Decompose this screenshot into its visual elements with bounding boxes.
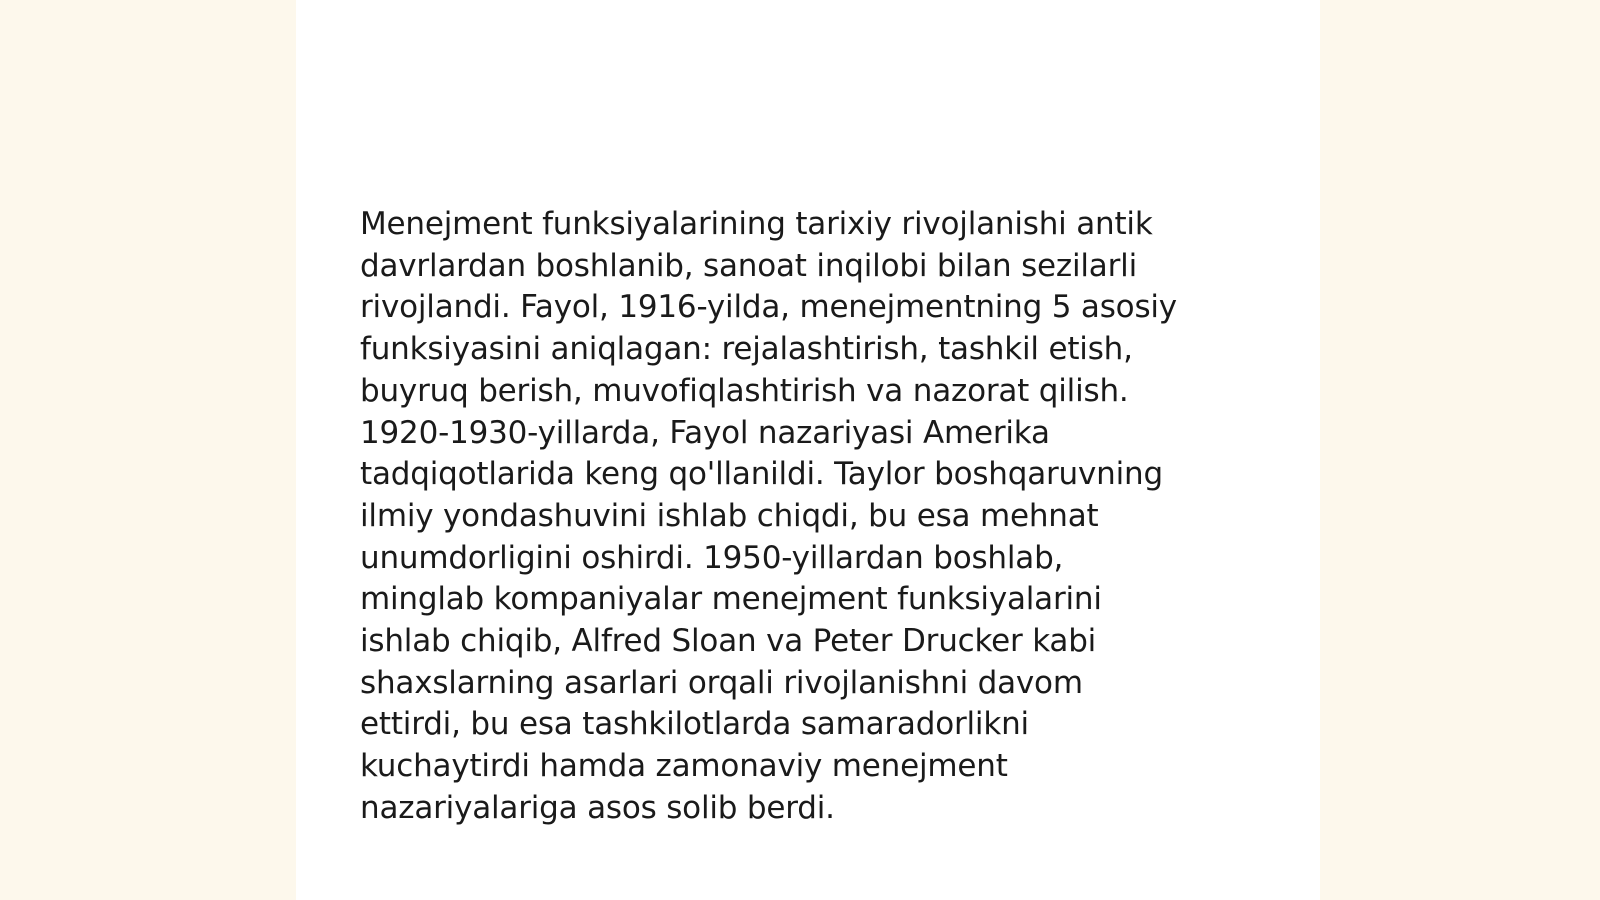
- paragraph-line: ishlab chiqib, Alfred Sloan va Peter Drucker kabi: [360, 623, 1097, 660]
- paragraph-line: buyruq berish, muvofiqlashtirish va nazorat qilish.: [360, 372, 1129, 409]
- paragraph-line: minglab kompaniyalar menejment funksiyalarini: [360, 581, 1102, 618]
- paragraph-line: unumdorligini oshirdi. 1950-yillardan boshlab,: [360, 539, 1064, 576]
- paragraph-line: ettirdi, bu esa tashkilotlarda samaradorlikni: [360, 706, 1029, 743]
- paragraph-line: funksiyasini aniqlagan: rejalashtirish, tashkil etish,: [360, 331, 1133, 368]
- paragraph-line: rivojlandi. Fayol, 1916-yilda, menejmentning 5 asosiy: [360, 289, 1177, 326]
- paragraph-line: davrlardan boshlanib, sanoat inqilobi bilan sezilarli: [360, 247, 1137, 284]
- slide-page: [296, 0, 1320, 900]
- body-paragraph: [360, 204, 1260, 830]
- paragraph-line: 1920-1930-yillarda, Fayol nazariyasi Amerika: [360, 414, 1050, 451]
- paragraph-line: nazariyalariga asos solib berdi.: [360, 789, 835, 826]
- paragraph-line: tadqiqotlarida keng qo'llanildi. Taylor boshqaruvning: [360, 456, 1163, 493]
- paragraph-line: Menejment funksiyalarining tarixiy rivojlanishi antik: [360, 206, 1153, 242]
- paragraph-line: kuchaytirdi hamda zamonaviy menejment: [360, 748, 1008, 785]
- paragraph-line: shaxslarning asarlari orqali rivojlanishni davom: [360, 664, 1083, 701]
- paragraph-line: ilmiy yondashuvini ishlab chiqdi, bu esa mehnat: [360, 497, 1099, 534]
